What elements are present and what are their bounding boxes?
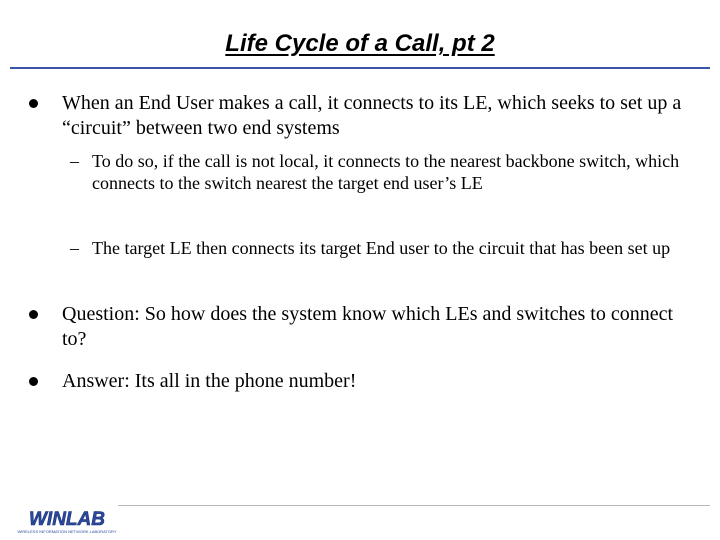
bullet-text-2: Question: So how does the system know which LEs and switches to connect to? — [62, 303, 674, 350]
sub-bullet-dash-1: – — [70, 151, 79, 171]
slide-title: Life Cycle of a Call, pt 2 — [225, 30, 495, 57]
footer-divider — [118, 505, 710, 506]
logo-wordmark: WINLAB — [29, 509, 105, 530]
bullet-dot-3 — [29, 377, 38, 386]
winlab-logo — [12, 507, 122, 535]
logo-tagline: WIRELESS INFORMATION NETWORK LABORATORY — [17, 529, 117, 534]
sub-bullet-text-2: The target LE then connects its target End user to the circuit that has been set up — [92, 238, 671, 258]
sub-bullet-dash-2: – — [70, 238, 79, 258]
bullet-text-3: Answer: Its all in the phone number! — [62, 370, 357, 392]
title-divider — [10, 67, 710, 69]
sub-bullet-text-1: To do so, if the call is not local, it connects to the nearest backbone switch, which connects to the switch nearest the target end user’s LE — [92, 151, 680, 193]
bullet-dot-1 — [29, 99, 38, 108]
bullet-text-1: When an End User makes a call, it connects to its LE, which seeks to set up a “circuit” between two end systems — [62, 92, 682, 139]
bullet-dot-2 — [29, 310, 38, 319]
